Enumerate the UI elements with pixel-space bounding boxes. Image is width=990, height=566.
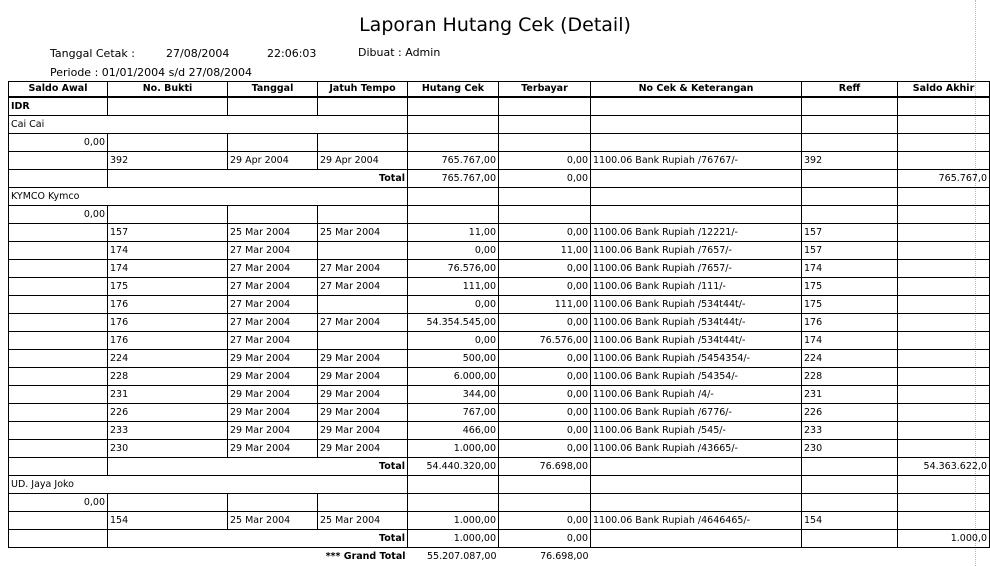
no-bukti: 226: [108, 404, 228, 422]
total-label: Total: [108, 530, 408, 548]
empty-cell: [318, 494, 408, 512]
empty-cell: [9, 458, 108, 476]
tanggal: 29 Mar 2004: [228, 422, 318, 440]
grand-total-terbayar: 76.698,00: [540, 551, 589, 562]
saldo-awal-row: [9, 134, 990, 152]
empty-cell: [9, 368, 108, 386]
empty-cell: [499, 188, 591, 206]
empty-cell: [9, 422, 108, 440]
empty-cell: [802, 116, 898, 134]
empty-cell: [408, 188, 499, 206]
empty-cell: [898, 422, 990, 440]
empty-cell: [898, 332, 990, 350]
no-bukti: 176: [108, 332, 228, 350]
tanggal: 29 Mar 2004: [228, 440, 318, 458]
empty-cell: [408, 476, 499, 494]
print-time: 22:06:03: [267, 47, 317, 60]
empty-cell: [898, 134, 990, 152]
table-row: [9, 152, 990, 170]
table-row: [9, 386, 990, 404]
keterangan: 1100.06 Bank Rupiah /534t44t/-: [591, 332, 802, 350]
jatuh-tempo: 27 Mar 2004: [318, 314, 408, 332]
empty-cell: [591, 530, 802, 548]
terbayar: 0,00: [499, 278, 591, 296]
no-bukti: 157: [108, 224, 228, 242]
total-terbayar: 0,00: [499, 170, 591, 188]
reff: 176: [802, 314, 898, 332]
grand-total-hutang: 55.207.087,00: [426, 551, 497, 562]
empty-cell: [228, 97, 318, 116]
currency-label: IDR: [9, 97, 108, 116]
reff: 231: [802, 386, 898, 404]
jatuh-tempo: 25 Mar 2004: [318, 512, 408, 530]
column-header: Tanggal: [228, 82, 318, 98]
empty-cell: [802, 530, 898, 548]
jatuh-tempo: 29 Mar 2004: [318, 368, 408, 386]
no-bukti: 230: [108, 440, 228, 458]
no-bukti: 392: [108, 152, 228, 170]
empty-cell: [9, 512, 108, 530]
tanggal: 27 Mar 2004: [228, 296, 318, 314]
empty-cell: [108, 97, 228, 116]
empty-cell: [499, 97, 591, 116]
total-row: [9, 170, 990, 188]
empty-cell: [9, 260, 108, 278]
hutang-cek: 500,00: [408, 350, 499, 368]
keterangan: 1100.06 Bank Rupiah /534t44t/-: [591, 296, 802, 314]
keterangan: 1100.06 Bank Rupiah /12221/-: [591, 224, 802, 242]
total-hutang: 54.440.320,00: [408, 458, 499, 476]
empty-cell: [898, 314, 990, 332]
empty-cell: [228, 206, 318, 224]
table-row: [9, 350, 990, 368]
reff: 157: [802, 224, 898, 242]
table-row: [9, 404, 990, 422]
terbayar: 0,00: [499, 314, 591, 332]
empty-cell: [802, 494, 898, 512]
saldo-akhir: 765.767,0: [898, 170, 990, 188]
empty-cell: [802, 476, 898, 494]
keterangan: 1100.06 Bank Rupiah /5454354/-: [591, 350, 802, 368]
empty-cell: [898, 440, 990, 458]
no-bukti: 233: [108, 422, 228, 440]
column-header: Hutang Cek: [408, 82, 499, 98]
empty-cell: [802, 188, 898, 206]
total-label: Total: [108, 458, 408, 476]
table-row: [9, 296, 990, 314]
jatuh-tempo: [318, 332, 408, 350]
empty-cell: [499, 134, 591, 152]
empty-cell: [898, 494, 990, 512]
empty-cell: [9, 278, 108, 296]
no-bukti: 176: [108, 296, 228, 314]
empty-cell: [898, 350, 990, 368]
empty-cell: [9, 332, 108, 350]
tanggal: 29 Mar 2004: [228, 368, 318, 386]
keterangan: 1100.06 Bank Rupiah /4/-: [591, 386, 802, 404]
empty-cell: [9, 386, 108, 404]
report-table: [8, 81, 990, 565]
empty-cell: [898, 368, 990, 386]
table-row: [9, 440, 990, 458]
reff: 154: [802, 512, 898, 530]
saldo-awal-row: [9, 206, 990, 224]
created-by: Dibuat : Admin: [358, 46, 441, 59]
tanggal: 27 Mar 2004: [228, 332, 318, 350]
terbayar: 0,00: [499, 404, 591, 422]
empty-cell: [898, 206, 990, 224]
empty-cell: [591, 116, 802, 134]
terbayar: 0,00: [499, 368, 591, 386]
terbayar: 0,00: [499, 260, 591, 278]
total-row: [9, 530, 990, 548]
empty-cell: [898, 260, 990, 278]
tanggal: 29 Mar 2004: [228, 404, 318, 422]
empty-cell: [228, 134, 318, 152]
reff: 230: [802, 440, 898, 458]
empty-cell: [318, 206, 408, 224]
jatuh-tempo: 29 Mar 2004: [318, 422, 408, 440]
jatuh-tempo: 29 Apr 2004: [318, 152, 408, 170]
hutang-cek: 11,00: [408, 224, 499, 242]
empty-cell: [9, 152, 108, 170]
hutang-cek: 767,00: [408, 404, 499, 422]
keterangan: 1100.06 Bank Rupiah /7657/-: [591, 242, 802, 260]
empty-cell: [9, 404, 108, 422]
keterangan: 1100.06 Bank Rupiah /7657/-: [591, 260, 802, 278]
reff: 175: [802, 296, 898, 314]
terbayar: 111,00: [499, 296, 591, 314]
grand-total-label: *** Grand Total: [325, 551, 406, 562]
terbayar: 0,00: [499, 440, 591, 458]
empty-cell: [898, 152, 990, 170]
column-header: Terbayar: [499, 82, 591, 98]
keterangan: 1100.06 Bank Rupiah /545/-: [591, 422, 802, 440]
group-header-row: [9, 476, 990, 494]
empty-cell: [898, 476, 990, 494]
hutang-cek: 1.000,00: [408, 512, 499, 530]
hutang-cek: 6.000,00: [408, 368, 499, 386]
hutang-cek: 344,00: [408, 386, 499, 404]
jatuh-tempo: 29 Mar 2004: [318, 440, 408, 458]
column-header: No. Bukti: [108, 82, 228, 98]
empty-cell: [802, 206, 898, 224]
empty-cell: [591, 188, 802, 206]
empty-cell: [802, 97, 898, 116]
empty-cell: [108, 494, 228, 512]
empty-cell: [591, 97, 802, 116]
saldo-akhir: 54.363.622,0: [898, 458, 990, 476]
reff: 174: [802, 332, 898, 350]
keterangan: 1100.06 Bank Rupiah /54354/-: [591, 368, 802, 386]
empty-cell: [591, 206, 802, 224]
hutang-cek: 111,00: [408, 278, 499, 296]
table-row: [9, 512, 990, 530]
no-bukti: 175: [108, 278, 228, 296]
jatuh-tempo: [318, 242, 408, 260]
empty-cell: [499, 494, 591, 512]
tanggal: 29 Mar 2004: [228, 350, 318, 368]
tanggal: 27 Mar 2004: [228, 242, 318, 260]
total-terbayar: 76.698,00: [499, 458, 591, 476]
empty-cell: [499, 476, 591, 494]
terbayar: 11,00: [499, 242, 591, 260]
empty-cell: [9, 170, 108, 188]
no-bukti: 228: [108, 368, 228, 386]
reff: 175: [802, 278, 898, 296]
empty-cell: [591, 458, 802, 476]
keterangan: 1100.06 Bank Rupiah /43665/-: [591, 440, 802, 458]
group-name: KYMCO Kymco: [9, 188, 408, 206]
reff: 174: [802, 260, 898, 278]
empty-cell: [898, 224, 990, 242]
jatuh-tempo: [318, 296, 408, 314]
column-header: Reff: [802, 82, 898, 98]
terbayar: 0,00: [499, 224, 591, 242]
tanggal: 27 Mar 2004: [228, 260, 318, 278]
total-row: [9, 458, 990, 476]
report-title: Laporan Hutang Cek (Detail): [359, 14, 631, 36]
empty-cell: [408, 494, 499, 512]
tanggal: 29 Apr 2004: [228, 152, 318, 170]
empty-cell: [318, 134, 408, 152]
empty-cell: [9, 350, 108, 368]
no-bukti: 231: [108, 386, 228, 404]
empty-cell: [9, 296, 108, 314]
empty-cell: [499, 206, 591, 224]
table-row: [9, 422, 990, 440]
table-row: [9, 332, 990, 350]
table-row: [9, 242, 990, 260]
empty-cell: [802, 170, 898, 188]
empty-cell: [318, 97, 408, 116]
empty-cell: [898, 116, 990, 134]
saldo-akhir: 1.000,0: [898, 530, 990, 548]
empty-cell: [108, 206, 228, 224]
empty-cell: [408, 206, 499, 224]
empty-cell: [9, 440, 108, 458]
jatuh-tempo: 29 Mar 2004: [318, 350, 408, 368]
tanggal: 25 Mar 2004: [228, 512, 318, 530]
empty-cell: [802, 134, 898, 152]
table-row: [9, 224, 990, 242]
terbayar: 0,00: [499, 386, 591, 404]
group-header-row: [9, 188, 990, 206]
no-bukti: 224: [108, 350, 228, 368]
keterangan: 1100.06 Bank Rupiah /76767/-: [591, 152, 802, 170]
reff: 224: [802, 350, 898, 368]
jatuh-tempo: 27 Mar 2004: [318, 260, 408, 278]
empty-cell: [591, 134, 802, 152]
reff: 226: [802, 404, 898, 422]
table-row: [9, 260, 990, 278]
total-terbayar: 0,00: [499, 530, 591, 548]
total-label: Total: [108, 170, 408, 188]
empty-cell: [898, 188, 990, 206]
empty-cell: [591, 548, 802, 566]
empty-cell: [9, 242, 108, 260]
saldo-awal: 0,00: [9, 134, 108, 152]
empty-cell: [898, 548, 990, 566]
group-name: UD. Jaya Joko: [9, 476, 408, 494]
tanggal: 25 Mar 2004: [228, 224, 318, 242]
empty-cell: [898, 386, 990, 404]
empty-cell: [591, 170, 802, 188]
empty-cell: [898, 512, 990, 530]
empty-cell: [898, 97, 990, 116]
empty-cell: [898, 278, 990, 296]
terbayar: 0,00: [499, 422, 591, 440]
empty-cell: [228, 494, 318, 512]
hutang-cek: 76.576,00: [408, 260, 499, 278]
table-row: [9, 278, 990, 296]
total-hutang: 765.767,00: [408, 170, 499, 188]
empty-cell: [408, 134, 499, 152]
print-date-label: Tanggal Cetak :: [50, 47, 135, 60]
hutang-cek: 765.767,00: [408, 152, 499, 170]
tanggal: 29 Mar 2004: [228, 386, 318, 404]
terbayar: 76.576,00: [499, 332, 591, 350]
hutang-cek: 0,00: [408, 296, 499, 314]
hutang-cek: 0,00: [408, 332, 499, 350]
group-name: Cai Cai: [9, 116, 408, 134]
terbayar: 0,00: [499, 512, 591, 530]
empty-cell: [591, 494, 802, 512]
empty-cell: [898, 404, 990, 422]
saldo-awal: 0,00: [9, 494, 108, 512]
column-header: No Cek & Keterangan: [591, 82, 802, 98]
terbayar: 0,00: [499, 152, 591, 170]
empty-cell: [9, 314, 108, 332]
tanggal: 27 Mar 2004: [228, 278, 318, 296]
reff: 233: [802, 422, 898, 440]
keterangan: 1100.06 Bank Rupiah /534t44t/-: [591, 314, 802, 332]
total-hutang: 1.000,00: [408, 530, 499, 548]
column-header: Saldo Awal: [9, 82, 108, 98]
reff: 228: [802, 368, 898, 386]
empty-cell: [802, 548, 898, 566]
print-date: 27/08/2004: [166, 47, 230, 60]
empty-cell: [802, 458, 898, 476]
jatuh-tempo: 29 Mar 2004: [318, 386, 408, 404]
jatuh-tempo: 27 Mar 2004: [318, 278, 408, 296]
terbayar: 0,00: [499, 350, 591, 368]
hutang-cek: 54.354.545,00: [408, 314, 499, 332]
no-bukti: 174: [108, 242, 228, 260]
empty-cell: [898, 242, 990, 260]
table-row: [9, 314, 990, 332]
empty-cell: [9, 530, 108, 548]
column-header: Jatuh Tempo: [318, 82, 408, 98]
period: Periode : 01/01/2004 s/d 27/08/2004: [50, 66, 252, 79]
empty-cell: [898, 296, 990, 314]
header-row: [9, 82, 990, 98]
grand-total-row: [9, 548, 990, 566]
reff: 157: [802, 242, 898, 260]
keterangan: 1100.06 Bank Rupiah /6776/-: [591, 404, 802, 422]
empty-cell: [591, 476, 802, 494]
reff: 392: [802, 152, 898, 170]
empty-cell: [499, 116, 591, 134]
hutang-cek: 0,00: [408, 242, 499, 260]
empty-cell: [108, 134, 228, 152]
table-row: [9, 368, 990, 386]
tanggal: 27 Mar 2004: [228, 314, 318, 332]
empty-cell: [408, 116, 499, 134]
hutang-cek: 466,00: [408, 422, 499, 440]
currency-row: [9, 97, 990, 116]
hutang-cek: 1.000,00: [408, 440, 499, 458]
saldo-awal-row: [9, 494, 990, 512]
no-bukti: 176: [108, 314, 228, 332]
empty-cell: [9, 224, 108, 242]
group-header-row: [9, 116, 990, 134]
jatuh-tempo: 29 Mar 2004: [318, 404, 408, 422]
jatuh-tempo: 25 Mar 2004: [318, 224, 408, 242]
no-bukti: 174: [108, 260, 228, 278]
saldo-awal: 0,00: [9, 206, 108, 224]
no-bukti: 154: [108, 512, 228, 530]
keterangan: 1100.06 Bank Rupiah /111/-: [591, 278, 802, 296]
column-header: Saldo Akhir: [898, 82, 990, 98]
empty-cell: [408, 97, 499, 116]
keterangan: 1100.06 Bank Rupiah /4646465/-: [591, 512, 802, 530]
